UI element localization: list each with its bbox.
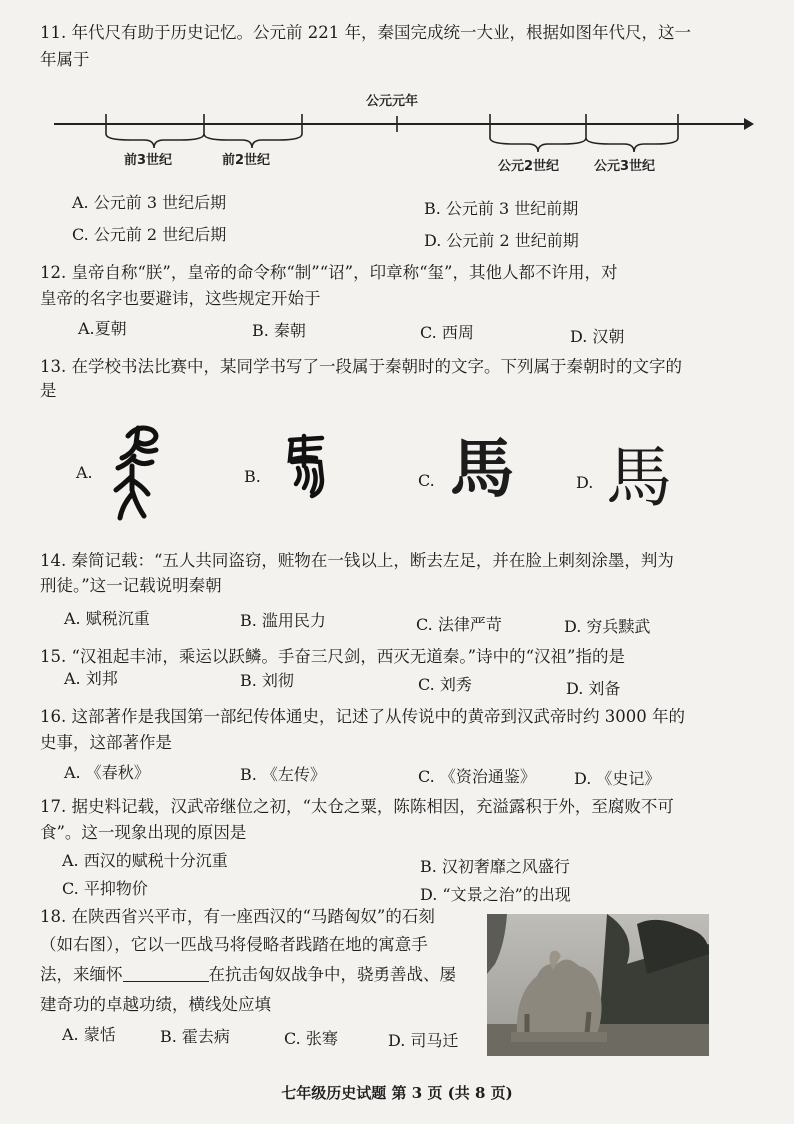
q17-option-c: C. 平抑物价 bbox=[62, 879, 148, 898]
q11-option-b: B. 公元前 3 世纪前期 bbox=[424, 199, 579, 218]
q17-option-b: B. 汉初奢靡之风盛行 bbox=[420, 857, 570, 876]
q15-option-b: B. 刘彻 bbox=[240, 671, 294, 690]
q13-option-b-letter: B. bbox=[244, 467, 261, 486]
q12-option-b: B. 秦朝 bbox=[252, 321, 306, 340]
q14-option-c: C. 法律严苛 bbox=[416, 615, 502, 634]
q18-stem-line3 bbox=[40, 964, 456, 986]
q17-stem-line2: 食”。这一现象出现的原因是 bbox=[40, 823, 247, 842]
q15-option-c: C. 刘秀 bbox=[418, 675, 472, 694]
q11-option-a: A. 公元前 3 世纪后期 bbox=[72, 193, 227, 212]
timeline-label-2nd-ce: 公元2世纪 bbox=[498, 159, 560, 174]
q13-option-d-letter: D. bbox=[576, 473, 594, 492]
q16-option-d: D. 《史记》 bbox=[574, 769, 661, 788]
regular-script-horse-glyph: 馬 bbox=[606, 439, 672, 516]
q14-option-d: D. 穷兵黩武 bbox=[564, 617, 651, 636]
clerical-script-horse-glyph: 馬 bbox=[450, 433, 514, 507]
oracle-bone-horse-glyph bbox=[108, 420, 164, 524]
q16-stem-line1: 16. 这部著作是我国第一部纪传体通史，记述了从传说中的黄帝到汉武帝时约 3000 年的 bbox=[40, 707, 685, 726]
q18-stem-line3-start: 法，来缅怀 bbox=[40, 965, 123, 984]
q16-option-b: B. 《左传》 bbox=[240, 765, 326, 784]
q18-option-d: D. 司马迁 bbox=[388, 1031, 459, 1050]
q15-stem-line1: 15. “汉祖起丰沛，乘运以跃鳞。手奋三尺剑，西灭无道秦。”诗中的“汉祖”指的是 bbox=[40, 647, 625, 666]
q14-option-b: B. 滥用民力 bbox=[240, 611, 326, 630]
timeline-label-2nd-bce: 前2世纪 bbox=[222, 153, 271, 168]
q12-option-c: C. 西周 bbox=[420, 323, 474, 342]
q15-option-d: D. 刘备 bbox=[566, 679, 621, 698]
q18-option-c: C. 张骞 bbox=[284, 1029, 338, 1048]
q12-option-a: A.夏朝 bbox=[78, 319, 127, 338]
q13-option-c-letter: C. bbox=[418, 471, 435, 490]
q11-option-d: D. 公元前 2 世纪前期 bbox=[424, 231, 579, 250]
horse-trampling-xiongnu-photo bbox=[487, 914, 709, 1056]
q13-stem-line2: 是 bbox=[40, 381, 57, 400]
q12-option-d: D. 汉朝 bbox=[570, 327, 625, 346]
q18-stem-line1: 18. 在陕西省兴平市，有一座西汉的“马踏匈奴”的石刻 bbox=[40, 907, 435, 926]
q18-option-b: B. 霍去病 bbox=[160, 1027, 230, 1046]
q14-option-a: A. 赋税沉重 bbox=[64, 609, 150, 628]
q16-option-c: C. 《资治通鉴》 bbox=[418, 767, 536, 786]
q12-stem-line1: 12. 皇帝自称“朕”，皇帝的命令称“制”“诏”，印章称“玺”，其他人都不许用，对 bbox=[40, 263, 618, 282]
q18-stem-line4: 建奇功的卓越功绩，横线处应填 bbox=[40, 995, 271, 1014]
q17-option-d: D. “文景之治”的出现 bbox=[420, 885, 571, 904]
q17-stem-line1: 17. 据史料记载，汉武帝继位之初，“太仓之粟，陈陈相因，充溢露积于外，至腐败不可 bbox=[40, 797, 674, 816]
timeline-label-3rd-ce: 公元3世纪 bbox=[594, 159, 656, 174]
q18-stem-line3-end: 在抗击匈奴战争中，骁勇善战、屡 bbox=[208, 965, 456, 984]
bronze-script-horse-glyph bbox=[282, 432, 336, 512]
q11-option-c: C. 公元前 2 世纪后期 bbox=[72, 225, 227, 244]
q18-option-a: A. 蒙恬 bbox=[62, 1025, 116, 1044]
q15-option-a: A. 刘邦 bbox=[64, 669, 118, 688]
q12-stem-line2: 皇帝的名字也要避讳，这些规定开始于 bbox=[40, 289, 321, 308]
q11-stem-line2: 年属于 bbox=[40, 50, 90, 69]
timeline-diagram bbox=[40, 88, 760, 180]
q11-stem-line1: 11. 年代尺有助于历史记忆。公元前 221 年，秦国完成统一大业，根据如图年代尺，这一 bbox=[40, 23, 691, 42]
answer-blank bbox=[123, 965, 209, 982]
q13-option-a-letter: A. bbox=[76, 463, 93, 482]
q14-stem-line1: 14. 秦简记载：“五人共同盗窃，赃物在一钱以上，断去左足，并在脸上刺刻涂墨，判为 bbox=[40, 551, 674, 570]
timeline-label-origin: 公元元年 bbox=[366, 94, 419, 109]
timeline-label-3rd-bce: 前3世纪 bbox=[124, 153, 173, 168]
q16-option-a: A. 《春秋》 bbox=[64, 763, 150, 782]
q18-stem-line2: （如右图），它以一匹战马将侵略者践踏在地的寓意手 bbox=[40, 935, 428, 954]
q14-stem-line2: 刑徒。”这一记载说明秦朝 bbox=[40, 576, 222, 595]
q13-stem-line1: 13. 在学校书法比赛中，某同学书写了一段属于秦朝时的文字。下列属于秦朝时的文字的 bbox=[40, 357, 682, 376]
q16-stem-line2: 史事，这部著作是 bbox=[40, 733, 172, 752]
q17-option-a: A. 西汉的赋税十分沉重 bbox=[62, 851, 228, 870]
page-footer: 七年级历史试题 第 3 页 (共 8 页) bbox=[281, 1084, 513, 1102]
